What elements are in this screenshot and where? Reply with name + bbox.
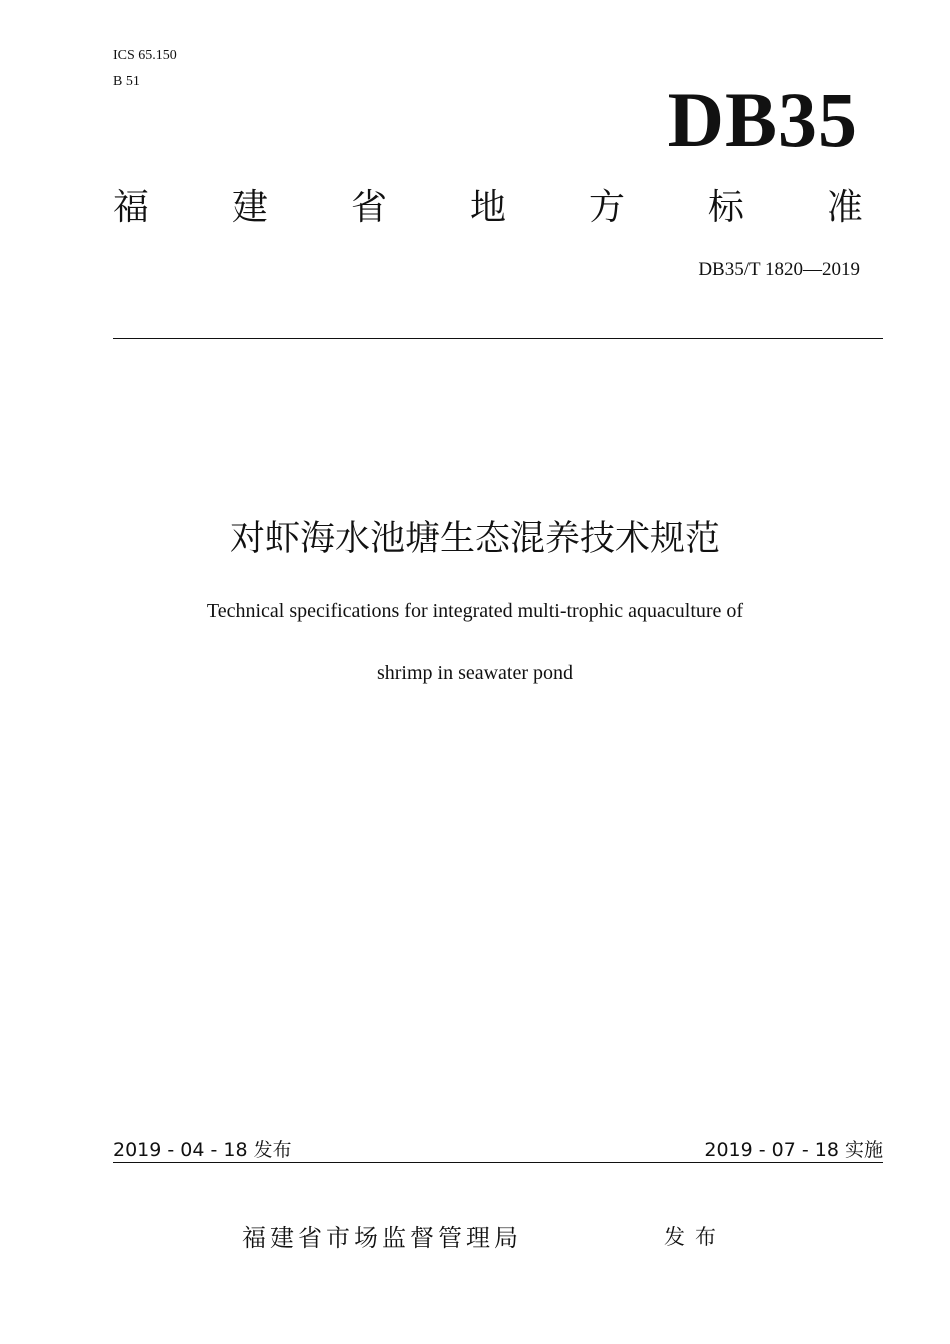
document-title-chinese: 对虾海水池塘生态混养技术规范: [229, 519, 720, 559]
standard-type-char: 准: [826, 187, 863, 228]
standard-type-char: 地: [469, 187, 506, 228]
document-title-english-line2: shrimp in seawater pond: [376, 662, 574, 684]
issuing-authority: 福建省市场监督管理局: [242, 1224, 522, 1252]
implementation-date: 2019 - 07 - 18 实施: [704, 1139, 883, 1161]
bottom-divider: [113, 1162, 883, 1163]
standard-type-char: 标: [707, 187, 744, 228]
standard-type-char: 建: [231, 187, 268, 228]
standard-type-char: 方: [588, 187, 625, 228]
standard-type: [113, 186, 863, 230]
standard-code: DB35/T 1820—2019: [698, 259, 860, 280]
top-divider: [113, 338, 883, 339]
standard-type-char: 福: [113, 187, 150, 228]
ics-code: ICS 65.150: [113, 48, 177, 63]
issue-date: 2019 - 04 - 18 发布: [113, 1139, 292, 1161]
standard-logo: DB35: [667, 76, 858, 163]
ccs-code: B 51: [113, 74, 140, 89]
issuer-action: 发布: [664, 1225, 726, 1249]
standard-type-char: 省: [350, 187, 387, 228]
document-title-english-line1: Technical specifications for integrated multi-trophic aquaculture of: [206, 600, 744, 622]
